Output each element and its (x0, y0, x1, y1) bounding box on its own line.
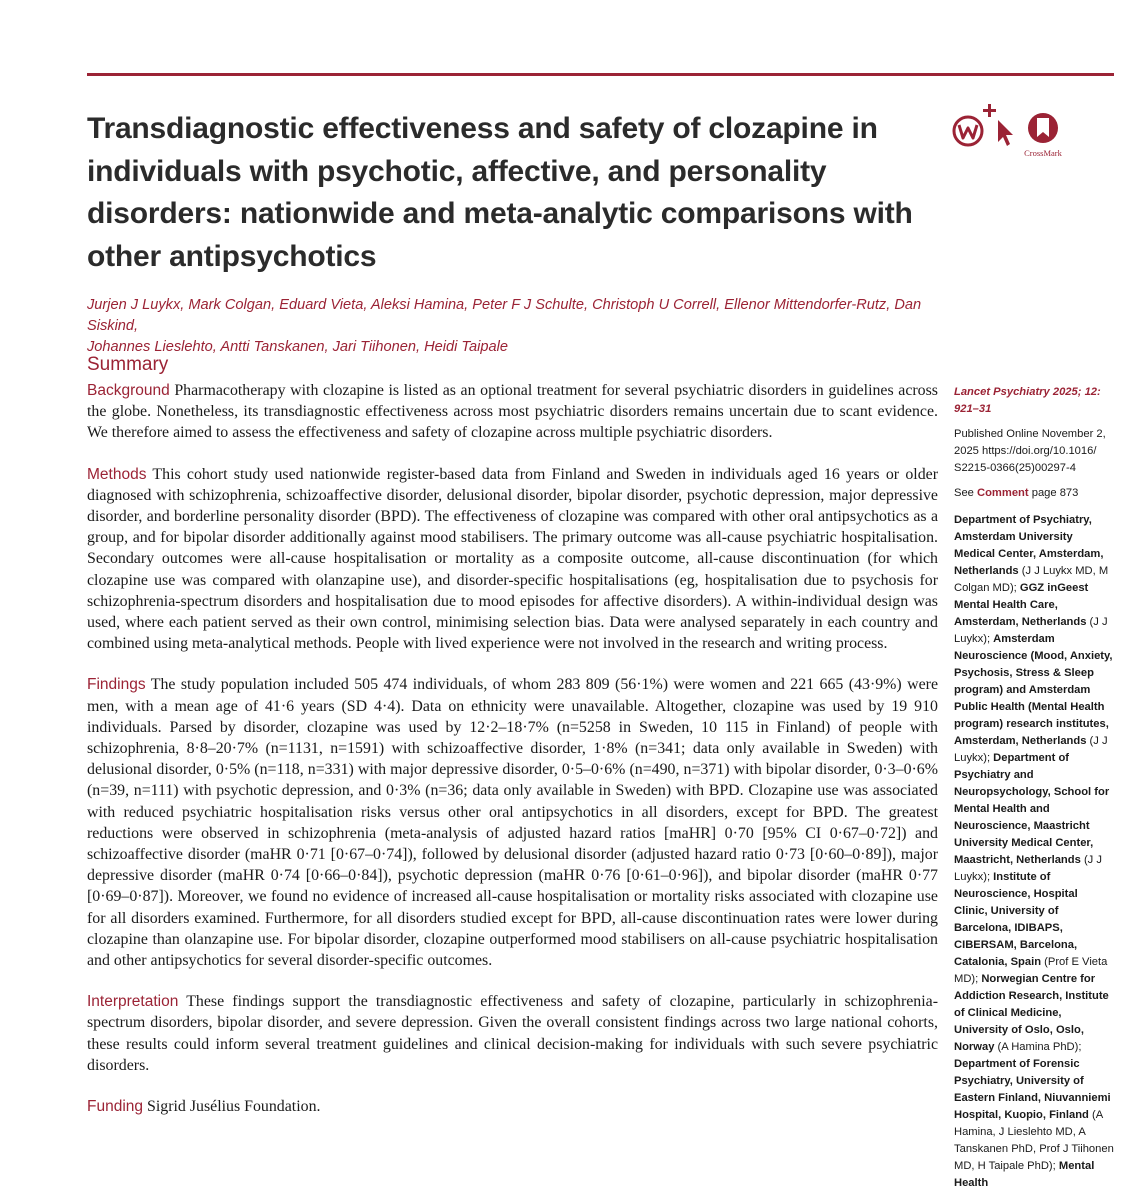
affiliation-name: Department of Forensic Psychiatry, University of Eastern Finland, Niuvanniemi Hospital, Kuopio, Finland (954, 1058, 1111, 1121)
findings-section (87, 674, 938, 971)
see-prefix: See (954, 487, 974, 499)
abstract (87, 380, 938, 1137)
section-text: Sigrid Jusélius Foundation. (147, 1098, 321, 1116)
publication-info: Published Online November 2, 2025 https://doi.org/10.1016/ S2215-0366(25)00297-4 (954, 428, 1106, 474)
funding-section (87, 1096, 938, 1117)
affiliation-name: Department of Psychiatry, Amsterdam University Medical Center, Amsterdam, Netherlands (954, 514, 1104, 577)
section-label: Background (87, 382, 170, 399)
affiliation-name: GGZ inGeest Mental Health Care, Amsterdam, Netherlands (954, 582, 1089, 628)
section-label: Funding (87, 1098, 144, 1116)
author-line: Johannes Lieslehto, Antti Tanskanen, Jari Tiihonen, Heidi Taipale (87, 339, 508, 355)
methods-section (87, 464, 938, 655)
section-text: Pharmacotherapy with clozapine is listed as an optional treatment for several psychiatric disorders in guidelines across the globe. Nonetheless, its transdiagnostic effectiveness across most psychiatric disorders remains uncertain due to scant evidence. We therefore aimed to assess the effectiveness and safety of clozapine across multiple psychiatric disorders. (87, 382, 938, 442)
section-text: This cohort study used nationwide register-based data from Finland and Sweden in individuals aged 16 years or older diagnosed with schizophrenia, schizoaffective disorder, delusional disorder, bipolar disorder, psychotic depression, major depressive disorder, and borderline personality disorder (BPD). The effectiveness of clozapine was compared with other oral antipsychotics as a group, and for bipolar disorder additionally against mood stabilisers. The primary outcome was all-cause psychiatric hospitalisation. Secondary outcomes were all-cause hospitalisation or mortality as a composite outcome, all-cause discontinuation (for which clozapine use was compared with olanzapine use), and disorder-specific hospitalisations (eg, hospitalisation due to psychosis for schizophrenia-spectrum disorders and hospitalisation due to mood episodes for affective disorders). A within-individual design was used, where each patient served as their own control, minimising selection bias. Data were analysed separately in each country and combined using meta-analytical methods. People with lived experience were not involved in the research and writing process. (87, 465, 938, 653)
section-text: These findings support the transdiagnostic effectiveness and safety of clozapine, particularly in schizophrenia-spectrum disorders, bipolar disorder, and severe depression. Given the overall consistent findings across two large national cohorts, these results could inform several treatment guidelines and clinical decision-making for individuals with such severe psychiatric disorders. (87, 993, 938, 1074)
article-title: Transdiagnostic effectiveness and safety of clozapine in individuals with psychotic, affective, and personality disorders: nationwide and meta-analytic comparisons with other antipsychotics (87, 112, 913, 273)
affiliation-authors: (Prof E Vieta MD); (954, 956, 1108, 985)
affiliation-name: Mental Health (954, 1160, 1095, 1189)
affiliation-authors: (J J Luykx); (954, 854, 1102, 883)
affiliation-authors: (J J Luykx MD, M Colgan MD); (954, 565, 1109, 594)
comment-link[interactable]: Comment (977, 487, 1029, 499)
journal-citation: Lancet Psychiatry 2025; 12: 921–31 (954, 386, 1101, 415)
background-section (87, 380, 938, 444)
affiliation-authors: (A Hamina, J Lieslehto MD, A Tanskanen PhD, Prof J Tiihonen MD, H Taipale PhD); (954, 1109, 1114, 1172)
author-line: Jurjen J Luykx, Mark Colgan, Eduard Vieta, Aleksi Hamina, Peter F J Schulte, Christoph U Correll, Ellenor Mittendorfer-Rutz, Dan Siskind, (87, 297, 922, 334)
summary-heading: Summary (87, 354, 169, 375)
section-label: Methods (87, 465, 147, 483)
plus-icon (983, 104, 996, 117)
affiliations (954, 512, 1114, 1192)
affiliation-authors: (J J Luykx); (954, 735, 1108, 764)
affiliation-name: Norwegian Centre for Addiction Research, Institute of Clinical Medicine, University of Oslo, Oslo, Norway (954, 973, 1109, 1053)
affiliation-authors: (J J Luykx); (954, 616, 1108, 645)
affiliation-name: Institute of Neuroscience, Hospital Clinic, University of Barcelona, IDIBAPS, CIBERSAM, Barcelona, Catalonia, Spain (954, 871, 1078, 968)
author-list (87, 295, 927, 358)
section-label: Interpretation (87, 993, 179, 1011)
affiliation-name: Department of Psychiatry and Neuropsychology, School for Mental Health and Neuroscience, Maastricht University Medical Center, Maastricht, Netherlands (954, 752, 1110, 866)
cursor-icon (998, 120, 1013, 146)
section-label: Findings (87, 676, 146, 694)
sidebar (954, 384, 1114, 1192)
affiliation-authors: (A Hamina PhD); (997, 1041, 1082, 1053)
altmetric-w-icon[interactable] (954, 117, 982, 145)
see-suffix: page 873 (1031, 487, 1079, 499)
comment-reference (954, 485, 1114, 502)
crossmark-icon[interactable] (1024, 113, 1063, 158)
badges-graphic (948, 104, 1068, 160)
interpretation-section (87, 991, 938, 1076)
affiliation-name: Amsterdam Neuroscience (Mood, Anxiety, Psychosis, Stress & Sleep program) and Amsterdam Public Health (Mental Health program) research institutes, Amsterdam, Netherlands (954, 633, 1113, 747)
article-badges (948, 104, 1068, 160)
top-rule (87, 73, 1114, 76)
section-text: The study population included 505 474 individuals, of whom 283 809 (56·1%) were women and 221 665 (43·9%) were men, with a mean age of 41·6 years (SD 4·4). Data on ethnicity were unavailable. Altogether, clozapine was used by 19 910 individuals. Parsed by disorder, clozapine was used by 12·2–18·7% (n=5258 in Sweden, 10 115 in Finland) of people with schizophrenia, 8·8–20·7% (n=1131, n=1591) with schizoaffective disorder, 1·8% (n=341; data only available in Sweden) with delusional disorder, 0·5% (n=118, n=331) with major depressive disorder, 0·5–0·6% (n=490, n=371) with bipolar disorder, 0·3–0·6% (n=39, n=111) with psychotic depression, and 0·3% (n=36; data only available in Sweden) with BPD. Clozapine use was associated with reduced psychiatric hospitalisation risks versus other oral antipsychotics in all disorders, except for BPD. The greatest reductions were observed in schizophrenia (meta-analysis of adjusted hazard ratios [maHR] 0·70 [95% CI 0·67–0·72]) and schizoaffective disorder (maHR 0·71 [0·67–0·74]), followed by delusional disorder (adjusted hazard ratio 0·73 [0·60–0·89]), major depressive disorder (maHR 0·74 [0·66–0·84]), psychotic depression (maHR 0·76 [0·61–0·96]), and bipolar disorder (maHR 0·77 [0·69–0·87]). Moreover, we found no evidence of increased all-cause hospitalisation or mortality risks associated with clozapine use for all disorders examined. Furthermore, for all disorders studied except for BPD, all-cause discontinuation rates were lower during clozapine than olanzapine use. For bipolar disorder, clozapine outperformed mood stabilisers on all-cause psychiatric hospitalisation and other antipsychotics for several disorder-specific outcomes. (87, 676, 939, 970)
crossmark-label: CrossMark (1024, 148, 1062, 158)
